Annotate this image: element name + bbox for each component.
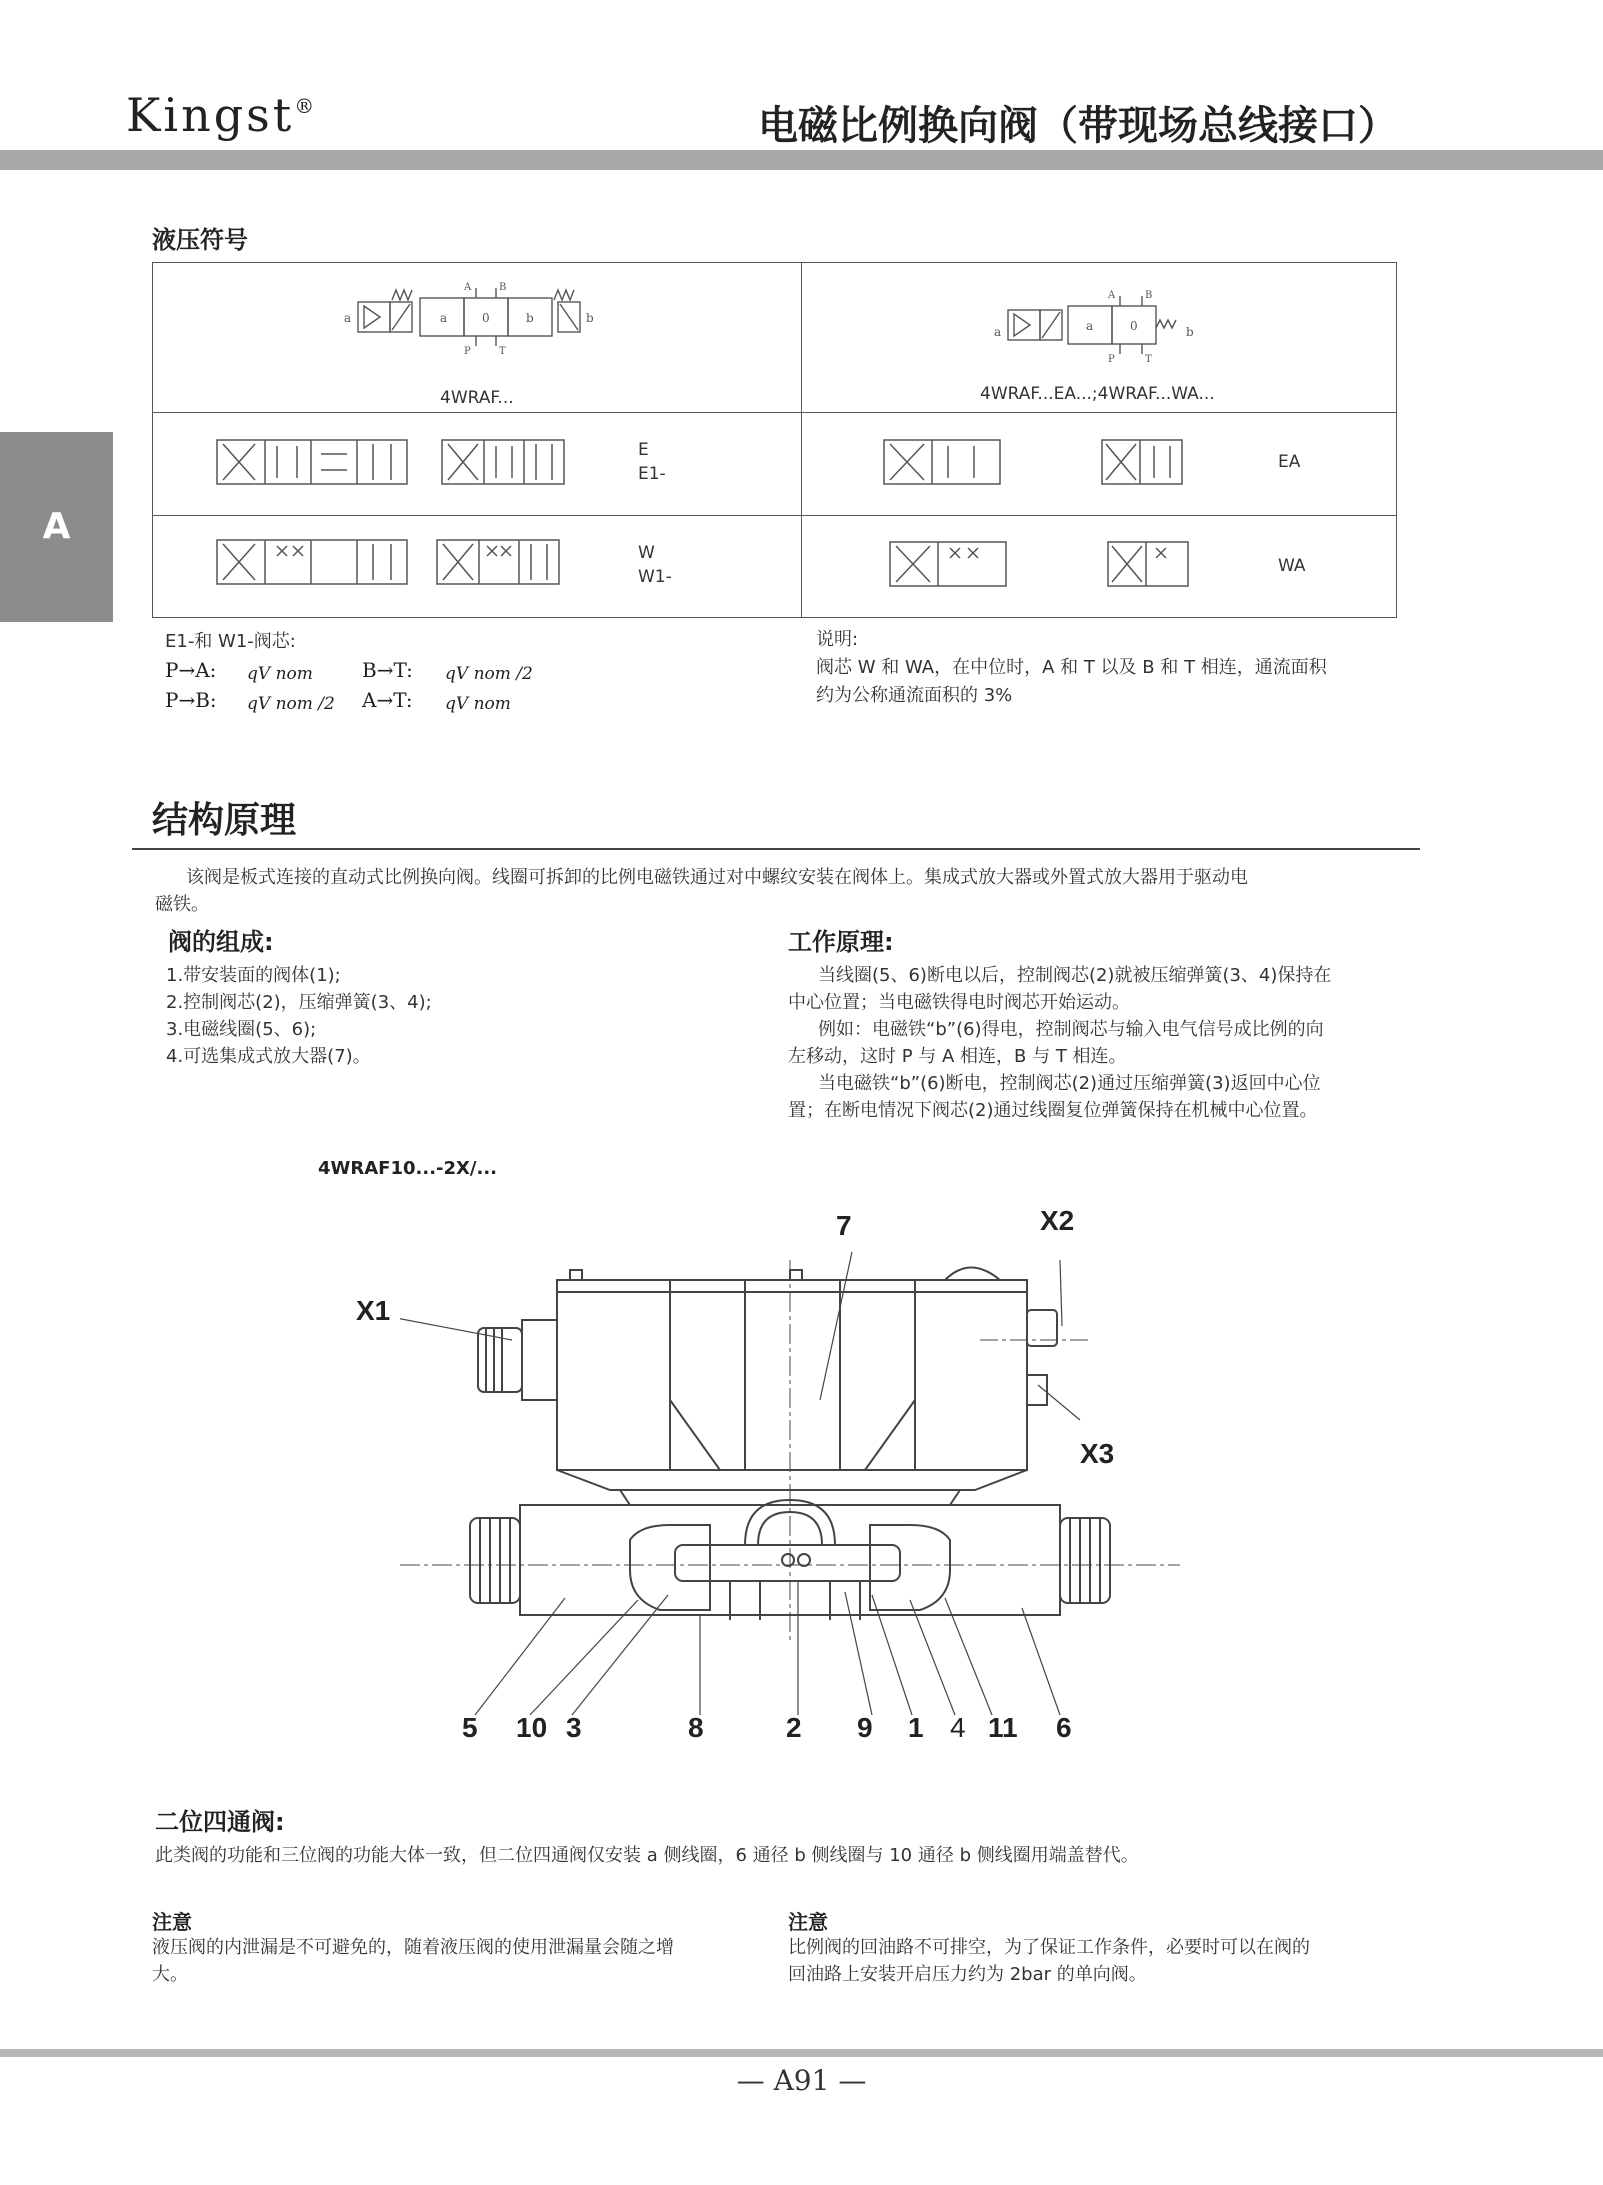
spool-wa-symbol-icon [888,534,1013,594]
spool-e-symbol-icon [215,432,415,492]
callout-7: 7 [836,1210,852,1241]
header-bar [0,150,1603,170]
spool-note-title: E1-和 W1-阀芯: [165,631,296,652]
composition-item-1: 1.带安装面的阀体(1); [166,965,341,986]
svg-text:a: a [344,311,352,325]
spool-label-ea: EA [1278,452,1301,472]
note-left-line-1: 液压阀的内泄漏是不可避免的，随着液压阀的使用泄漏量会随之增 [152,1937,674,1958]
footer-bar [0,2049,1603,2057]
principle-line-5: 当电磁铁“b”(6)断电，控制阀芯(2)通过压缩弹簧(3)返回中心位 [818,1073,1321,1094]
two-position-heading: 二位四通阀: [155,1808,285,1836]
svg-text:B: B [1145,290,1153,301]
svg-text:B: B [499,282,507,293]
section-divider [132,848,1420,850]
svg-text:a: a [994,325,1002,339]
callout-x2: X2 [1040,1205,1075,1236]
spool-label-wa: WA [1278,556,1306,576]
callout-2: 2 [786,1712,802,1743]
principle-line-6: 置；在断电情况下阀芯(2)通过线圈复位弹簧保持在机械中心位置。 [788,1100,1318,1121]
drawing-model-label: 4WRAF10...-2X/... [318,1158,497,1179]
model-label-right: 4WRAF...EA...;4WRAF...WA... [980,384,1215,404]
brand-logo: Kingst® [126,88,315,142]
composition-item-3: 3.电磁线圈(5、6); [166,1019,317,1040]
principle-line-4: 左移动，这时 P 与 A 相连，B 与 T 相连。 [788,1046,1127,1067]
svg-text:a: a [1086,319,1094,333]
explanation-line-1: 阀芯 W 和 WA，在中位时，A 和 T 以及 B 和 T 相连，通流面积 [816,657,1327,678]
flow-bt: B→T: [362,658,413,682]
principle-heading: 工作原理: [788,928,894,956]
callout-10: 10 [516,1712,548,1743]
page-number: — A91 — [736,2064,867,2097]
principle-line-3: 例如：电磁铁“b”(6)得电，控制阀芯与输入电气信号成比例的向 [818,1019,1324,1040]
flow-pa: P→A: [165,658,217,682]
page-title: 电磁比例换向阀（带现场总线接口） [758,103,1398,149]
hydraulic-symbols-heading: 液压符号 [152,226,248,254]
note-left-line-2: 大。 [152,1964,188,1985]
explanation-title: 说明: [816,629,859,650]
svg-text:b: b [526,311,534,325]
composition-item-2: 2.控制阀芯(2)，压缩弹簧(3、4); [166,992,432,1013]
spool-w-symbol-icon [215,532,415,592]
callout-3: 3 [566,1712,582,1743]
flow-pb-value: qV nom /2 [247,694,335,714]
flow-bt-value: qV nom /2 [445,664,533,684]
note-left-title: 注意 [152,1910,192,1934]
spool-e1-symbol-icon [440,432,570,492]
structure-intro-line-1: 该阀是板式连接的直动式比例换向阀。线圈可拆卸的比例电磁铁通过对中螺纹安装在阀体上。集成式放大器或外置式放大器用于驱动电 [186,867,1248,888]
note-right-line-2: 回油路上安装开启压力约为 2bar 的单向阀。 [788,1964,1147,1985]
flow-pa-value: qV nom [247,664,313,684]
spool-label-e: E [638,440,649,460]
flow-at-value: qV nom [445,694,511,714]
structure-intro-line-2: 磁铁。 [155,894,209,915]
spool-label-w1: W1- [638,567,672,587]
valve-cross-section-drawing [400,1200,1180,1720]
note-right-line-1: 比例阀的回油路不可排空，为了保证工作条件，必要时可以在阀的 [788,1937,1310,1958]
spool-ea-symbol-icon [882,432,1007,492]
svg-text:0: 0 [482,311,490,325]
note-right-title: 注意 [788,1910,828,1934]
callout-1: 1 [908,1712,924,1743]
flow-pb: P→B: [165,688,217,712]
svg-text:a: a [440,311,448,325]
callout-x3: X3 [1080,1438,1115,1469]
symbol-2-position-icon [990,288,1210,378]
svg-text:0: 0 [1130,319,1138,333]
svg-text:A: A [464,282,472,293]
callout-5: 5 [462,1712,478,1743]
svg-text:A: A [1108,290,1116,301]
two-position-text: 此类阀的功能和三位阀的功能大体一致，但二位四通阀仅安装 a 侧线圈，6 通径 b 侧线圈与 10 通径 b 侧线圈用端盖替代。 [155,1845,1139,1866]
svg-text:P: P [1108,354,1115,365]
callout-8: 8 [688,1712,704,1743]
composition-heading: 阀的组成: [168,928,274,956]
model-label-left: 4WRAF... [440,388,514,408]
svg-text:T: T [1145,354,1152,365]
spool-ea-short-symbol-icon [1100,432,1190,492]
callout-x1: X1 [356,1295,391,1326]
callout-11: 11 [988,1712,1018,1743]
principle-line-2: 中心位置；当电磁铁得电时阀芯开始运动。 [788,992,1130,1013]
spool-label-e1: E1- [638,464,666,484]
svg-text:b: b [586,311,594,325]
callout-4: 4 [950,1712,966,1743]
svg-text:T: T [499,346,506,357]
explanation-line-2: 约为公称通流面积的 3% [816,685,1013,706]
composition-item-4: 4.可选集成式放大器(7)。 [166,1046,371,1067]
callout-9: 9 [857,1712,873,1743]
flow-at: A→T: [362,688,413,712]
symbol-3-position-icon [340,280,600,370]
spool-wa-short-symbol-icon [1106,534,1196,594]
spool-w1-symbol-icon [435,532,565,592]
principle-line-1: 当线圈(5、6)断电以后，控制阀芯(2)就被压缩弹簧(3、4)保持在 [818,965,1332,986]
section-tab: A [0,432,113,622]
svg-text:P: P [464,346,471,357]
callout-6: 6 [1056,1712,1072,1743]
spool-label-w: W [638,543,655,563]
structure-heading: 结构原理 [152,800,297,841]
svg-text:b: b [1186,325,1194,339]
